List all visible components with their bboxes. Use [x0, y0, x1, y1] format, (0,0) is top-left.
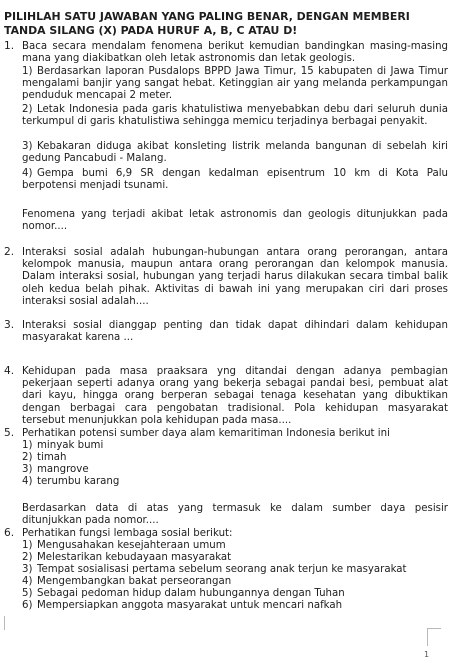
question-1-statement-3 [22, 141, 448, 165]
question-1-statement-4 [22, 168, 448, 192]
question-1-statement-1 [22, 66, 448, 103]
item-number: 2) [22, 452, 33, 463]
item-text: terumbu karang [37, 476, 120, 487]
item-number: 1) [22, 440, 33, 451]
question-number: 3. [4, 319, 15, 331]
question-5-option-2 [22, 452, 448, 464]
crop-mark-left [4, 616, 5, 630]
question-6-function-4 [22, 576, 448, 588]
item-text: Sebagai pedoman hidup dalam hubungannya dengan Tuhan [37, 588, 345, 599]
item-number: 1) [22, 540, 33, 551]
item-number: 4) [22, 168, 33, 179]
question-6-intro: Perhatikan fungsi lembaga sosial berikut: [22, 528, 233, 539]
question-5-option-3 [22, 464, 448, 476]
item-text: Mengembangkan bakat perseorangan [37, 576, 232, 587]
question-number: 2. [4, 246, 15, 258]
item-number: 6) [22, 600, 33, 611]
question-5-option-4 [22, 476, 448, 488]
item-text: Mengusahakan kesejahteraan umum [37, 540, 226, 551]
question-1-intro: Baca secara mendalam fenomena berikut kemudian bandingkan masing-masing mana yang diakibatkan oleh letak astronomis dan letak geologis. [22, 41, 448, 65]
question-3-text: Interaksi sosial dianggap penting dan tidak dapat dihindari dalam kehidupan masyarakat karena ... [22, 320, 448, 344]
item-text: timah [37, 452, 67, 463]
item-number: 3) [22, 464, 33, 475]
question-number: 1. [4, 40, 15, 52]
item-text: minyak bumi [37, 440, 104, 451]
question-6-function-5 [22, 588, 448, 600]
item-number: 1) [22, 66, 33, 77]
item-number: 2) [22, 552, 33, 563]
item-number: 4) [22, 576, 33, 587]
question-1-prompt: Fenomena yang terjadi akibat letak astronomis dan geologis ditunjukkan pada nomor.... [22, 209, 448, 233]
question-4-text: Kehidupan pada masa praaksara yng ditandai dengan adanya pembagian pekerjaan seperti adanya orang yang bekerja sebagai pandai besi, pembuat alat dari kayu, hingga orang berperan sebagai tenaga kesehatan yang dibuktikan dengan berbagai cara pengobatan tradisional. Pola kehidupan masyarakat tersebut menunjukkan pola kehidupan pada masa.... [22, 366, 448, 426]
item-text: Mempersiapkan anggota masyarakat untuk mencari nafkah [37, 600, 343, 611]
crop-mark-right-top [427, 628, 441, 629]
item-number: 3) [22, 141, 33, 152]
item-number: 4) [22, 476, 33, 487]
item-text: Tempat sosialisasi pertama sebelum seorang anak terjun ke masyarakat [37, 564, 407, 575]
question-6-function-6 [22, 600, 448, 612]
question-1-statement-2 [22, 104, 448, 128]
crop-mark-right [427, 628, 428, 646]
item-number: 5) [22, 588, 33, 599]
question-2-text: Interaksi sosial adalah hubungan-hubungan antara orang perorangan, antara kelompok manusia, maupun antara orang perorangan dan kelompok manusia. Dalam interaksi sosial, hubungan yang terjadi harus dilakukan secara timbal balik oleh kedua belah pihak. Aktivitas di bawah ini yang merupakan ciri dari proses interaksi sosial adalah.... [22, 247, 448, 307]
question-6-function-3 [22, 564, 448, 576]
question-number: 4. [4, 365, 15, 377]
page-number: 1 [424, 650, 430, 659]
item-text: mangrove [37, 464, 89, 475]
item-text: Letak Indonesia pada garis khatulistiwa menyebabkan debu dari seluruh dunia terkumpul di garis khatulistiwa sehingga memicu terjadinya berbagai penyakit. [22, 104, 448, 128]
question-5-intro: Perhatikan potensi sumber daya alam kemaritiman Indonesia berikut ini [22, 428, 390, 439]
question-number: 5. [4, 427, 15, 439]
item-number: 2) [22, 104, 33, 115]
item-text: Berdasarkan laporan Pusdalops BPPD Jawa Timur, 15 kabupaten di Jawa Timur mengalami banjir yang sangat hebat. Ketinggian air yang melanda perkampungan penduduk mencapai 2 meter. [22, 66, 448, 102]
item-number: 3) [22, 564, 33, 575]
question-5-option-1 [22, 440, 448, 452]
question-6-function-1 [22, 540, 448, 552]
item-text: Melestarikan kebudayaan masyarakat [37, 552, 232, 563]
question-5-prompt: Berdasarkan data di atas yang termasuk ke dalam sumber daya pesisir ditunjukkan pada nomor.... [22, 503, 448, 527]
item-text: Gempa bumi 6,9 SR dengan kedalman episentrum 10 km di Kota Palu berpotensi menjadi tsunami. [22, 168, 448, 192]
instructions-heading: PILIHLAH SATU JAWABAN YANG PALING BENAR, DENGAN MEMBERI TANDA SILANG (X) PADA HURUF A, B, C ATAU D! [4, 10, 410, 37]
item-text: Kebakaran diduga akibat konsleting listrik melanda bangunan di sebelah kiri gedung Pancabudi - Malang. [22, 141, 448, 165]
question-6-function-2 [22, 552, 448, 564]
question-number: 6. [4, 527, 15, 539]
